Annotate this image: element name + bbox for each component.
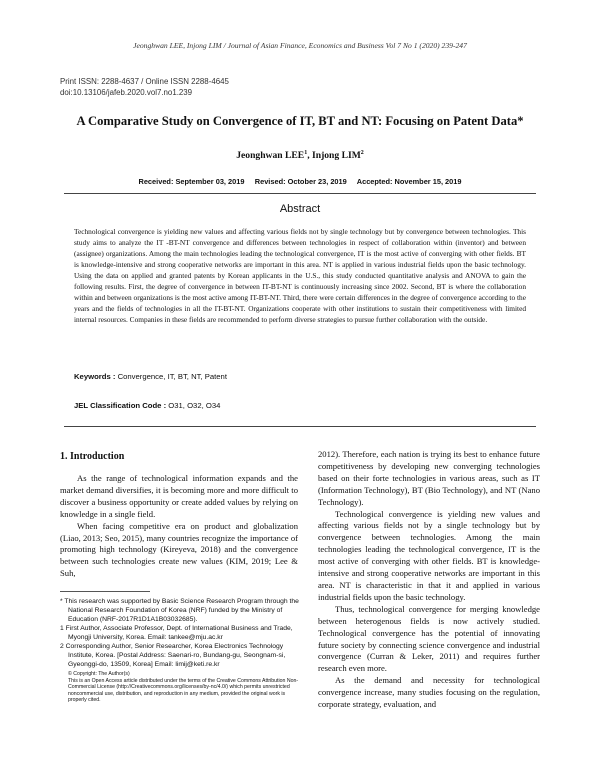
author-1-affil: 1 — [304, 150, 308, 156]
keywords-label: Keywords : — [74, 372, 116, 381]
divider-bottom — [64, 426, 536, 427]
received-dates: Received: September 03, 2019 Revised: October 23, 2019 Accepted: November 15, 2019 — [138, 177, 462, 186]
license-text: This is an Open Access article distributed under the terms of the Creative Commons Attribution Non-Commercial License (http://Creativecommons.org/licenses/by-nc/4.0/) which permits unrestricted noncommercial use, distribution, and reproduction in any medium, provided the original work is properly cited. — [68, 677, 299, 704]
author-1: Jeonghwan LEE — [236, 150, 305, 162]
paragraph: Thus, technological convergence for merging knowledge between heterogenous fields is now actively studied. Technological convergence has the potential of innovating future society by connecting science convergence and industrial convergence (Curran & Leker, 2011) and requires further research even more. — [318, 603, 540, 674]
author-separator: , — [307, 150, 312, 162]
author-2-affil: 2 — [360, 150, 364, 156]
keywords — [74, 372, 227, 381]
column-right — [318, 449, 540, 711]
author-2: Injong LIM — [312, 150, 361, 162]
copyright: © Copyright: The Author(s) — [68, 671, 130, 677]
footnote-author-1: 1 First Author, Associate Professor, Dept. of International Business and Trade, Myongji University, Korea. Email: tankee@mju.ac.kr — [60, 625, 293, 641]
running-head: Jeonghwan LEE, Injong LIM / Journal of Asian Finance, Economics and Business Vol 7 No 1 (2020) 239-247 — [133, 41, 467, 50]
paragraph: When facing competitive era on product and globalization (Liao, 2013; Seo, 2015), many countries recognize the importance of promoting high technology (Kireyeva, 2018) and the convergence between such technologies create new values (KIM, 2019; Lee & Suh, — [60, 520, 298, 579]
footnotes — [60, 597, 300, 704]
authors — [0, 150, 600, 161]
doi[interactable]: doi:10.13106/jafeb.2020.vol7.no1.239 — [60, 88, 193, 97]
jel-codes — [74, 401, 220, 410]
paragraph: As the demand and necessity for technological convergence increase, many studies focusing on the regulation, corporate strategy, evaluation, and — [318, 675, 540, 710]
issn: Print ISSN: 2288-4637 / Online ISSN 2288-4645 — [60, 77, 229, 86]
abstract-text: Technological convergence is yielding new values and affecting various fields not by single technology but by convergence between technologies. This study aims to analyze the IT -BT-NT convergence and differences between technologies in respect of collaboration within (inventor) and between (assignee) organizations. Among the main technologies leading the technological convergence, IT is the most active of converging with other fields. BT is knowledge-intensive and strong cooperative networks are important in this area. NT is applied in various industrial fields upon the basic technology. Using the data on applied and granted patents by Korean applicants in the U.S., this study conducted quantitative analysis and ANOVA to gain the following results. First, the degree of convergence in between IT-BT-NT is continuously increasing since 2002. Second, BT is where the collaboration within and between organizations is the most active among IT-BT-NT. Third, there were certain differences in the degree of convergence according to the years and the fields of technologies in all the IT-BT-NT. Organizations cooperate with other institutions to sustain their competitiveness with limited internal resources. Companies in these fields are recommended to perform diverse strategies to pursue further collaboration with the outside. — [74, 227, 526, 325]
column-left — [60, 473, 298, 580]
paragraph: Technological convergence is yielding new values and affecting various fields not by a single technology but by convergence between technologies. Among the main technologies leading the technological convergence, IT is the most active of converging with other fields. BT is knowledge-intensive and strong cooperative networks are important in this area. NT is characteristic in that it and applied in various industrial fields upon the basic technology. — [318, 508, 540, 602]
paper-title: A Comparative Study on Convergence of IT, BT and NT: Focusing on Patent Data* — [76, 114, 524, 128]
jel-label: JEL Classification Code : — [74, 401, 167, 410]
keywords-value: Convergence, IT, BT, NT, Patent — [115, 372, 227, 381]
section-heading: 1. Introduction — [60, 451, 125, 462]
issn-block — [60, 76, 229, 98]
paragraph: As the range of technological information expands and the market demand diversifies, it is becoming more and more difficult to discover a business opportunity or create added values by relying on knowledge in a single field. — [60, 473, 298, 519]
footnote-funding: * This research was supported by Basic Science Research Program through the National Research Foundation of Korea (NRF) funded by the Ministry of Education (NRF-2017R1D1A1B03032685). — [60, 598, 299, 623]
footnote-rule — [60, 591, 150, 592]
footnote-author-2: 2 Corresponding Author, Senior Researcher, Korea Electronics Technology Institute, Korea. [Postal Address: Saenari-ro, Bundang-gu, Seongnam-si, Gyeonggi-do, 13509, Korea] Email: limij@keti.re.kr — [60, 643, 286, 668]
abstract-heading: Abstract — [279, 203, 321, 215]
divider-top — [64, 193, 536, 194]
paragraph: 2012). Therefore, each nation is trying its best to enhance future competitiveness by developing new converging technologies based on their forte technologies in various areas, such as IT (Information Technology), BT (Bio Technology), and NT (Nano Technology). — [318, 449, 540, 507]
jel-value: O31, O32, O34 — [166, 401, 221, 410]
